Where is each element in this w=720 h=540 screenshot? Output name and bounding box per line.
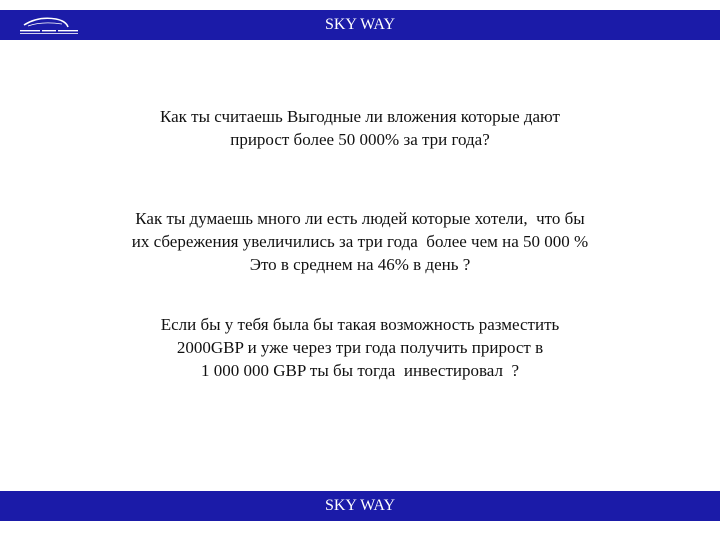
question-1 [0, 105, 720, 151]
question-2 [0, 207, 720, 276]
footer-title: SKY WAY [324, 497, 396, 514]
header-title: SKY WAY [324, 16, 396, 33]
question-line: Это в среднем на 46% в день ? [249, 255, 471, 274]
question-line: их сбережения увеличились за три года более чем на 50 000 % [131, 232, 589, 251]
question-line: 1 000 000 GBP ты бы тогда инвестировал ? [200, 361, 520, 380]
question-line: 2000GBP и уже через три года получить прирост в [176, 338, 544, 357]
footer-bar [0, 491, 720, 521]
header-bar [0, 10, 720, 40]
question-3 [0, 313, 720, 382]
question-line: Как ты думаешь много ли есть людей которые хотели, что бы [135, 209, 585, 228]
question-line: Если бы у тебя была бы такая возможность разместить [160, 315, 560, 334]
question-line: Как ты считаешь Выгодные ли вложения которые дают [160, 107, 560, 126]
question-line: прирост более 50 000% за три года? [230, 130, 490, 149]
